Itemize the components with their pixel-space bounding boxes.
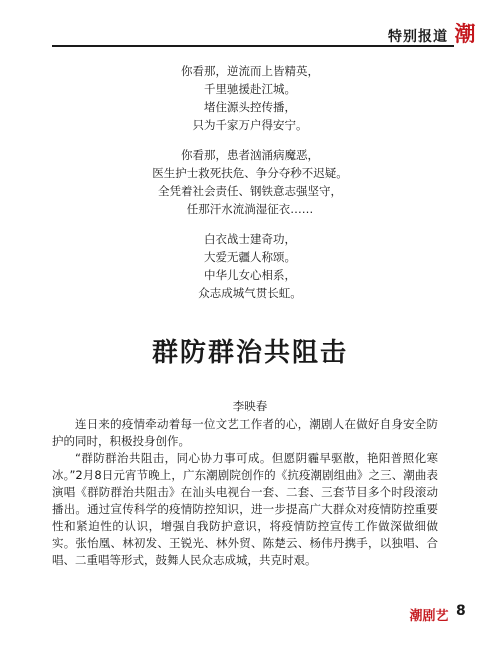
body-paragraph: “群防群治共阻击，同心协力事可成。但愿阴霾早驱散，艳阳普照化寒冰。”2月8日元宵节晚上，广东潮剧院创作的《抗疫潮剧组曲》之三、潮曲表演唱《群防群治共阻击》在汕头电视台一套、二套、三套节目多个时段滚动播出。通过宣传科学的疫情防控知识，进一步提高广大群众对疫情防控重要性和紧迫性的认识，增强自我防护意识，将疫情防控宣传工作做深做细做实。张怡凰、林初发、王锐光、林外贸、陈楚云、杨伟丹携手，以独唱、合唱、二重唱等形式，鼓舞人民众志成城，共克时艰。	[52, 451, 438, 567]
poem-line: 千里驰援赴江城。	[204, 82, 296, 96]
section-label: 特别报道	[388, 29, 448, 45]
mark-glyph: 潮	[454, 21, 476, 46]
poem-line: 白衣战士建奇功，	[204, 232, 296, 246]
poem-line: 众志成城气贯长虹。	[198, 286, 302, 300]
calligraphy-mark-logo	[454, 18, 476, 48]
poem-line: 全凭着社会责任、钢铁意志强坚守，	[158, 184, 342, 198]
poem-line: 你看那，逆流而上皆精英，	[181, 64, 319, 78]
page-number: 8	[456, 603, 466, 619]
poem-line: 任那汗水流淌湿征衣……	[186, 202, 314, 216]
poem-line: 中华儿女心相系，	[204, 268, 296, 282]
poem-line: 堵住源头控传播，	[204, 100, 296, 114]
header-rule	[52, 45, 472, 47]
poem-stanza	[0, 146, 500, 218]
article-title: 群防群治共阻击	[151, 338, 348, 368]
article-body	[52, 416, 438, 569]
poem-stanza	[0, 62, 500, 134]
logo-glyphs: 潮剧艺	[409, 609, 449, 624]
magazine-logo	[408, 604, 450, 624]
poem-line: 大爱无疆人称颂。	[204, 250, 296, 264]
poem-stanza	[0, 230, 500, 302]
body-paragraph: 连日来的疫情牵动着每一位文艺工作者的心，潮剧人在做好自身安全防护的同时，积极投身创作。	[52, 417, 438, 448]
poem-line: 医生护士救死扶危、争分夺秒不迟疑。	[152, 166, 348, 180]
article-author: 李映春	[232, 399, 268, 413]
poem-line: 只为千家万户得安宁。	[192, 118, 308, 132]
poem-line: 你看那，患者汹涌病魔恶，	[181, 148, 319, 162]
